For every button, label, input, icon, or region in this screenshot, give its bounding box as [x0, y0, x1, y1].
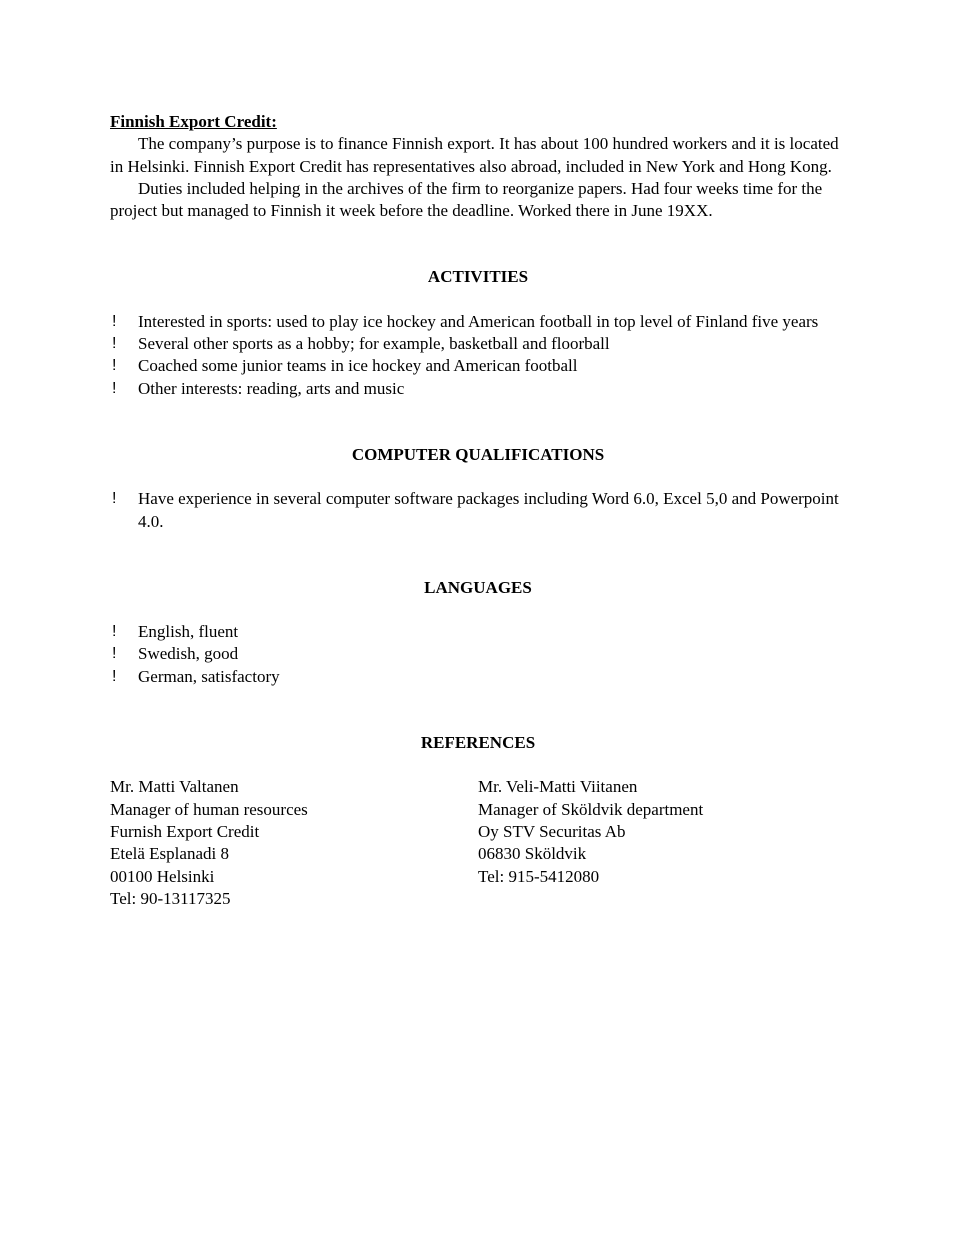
languages-title: LANGUAGES — [424, 577, 532, 597]
reference-position: Manager of Sköldvik department — [478, 799, 704, 819]
list-item — [110, 355, 846, 377]
list-item-text: Have experience in several computer software packages including Word 6.0, Excel 5,0 and Powerpoint 4.0. — [138, 489, 839, 531]
reference-name: Mr. Matti Valtanen — [110, 777, 239, 797]
reference-position: Manager of human resources — [110, 799, 308, 819]
list-item — [110, 311, 846, 333]
computer-title: COMPUTER QUALIFICATIONS — [351, 444, 605, 464]
reference-person — [478, 776, 846, 910]
reference-company: Oy STV Securitas Ab — [478, 821, 626, 841]
bullet-icon: ! — [112, 312, 117, 330]
list-item — [110, 378, 846, 400]
employer-paragraph: Duties included helping in the archives of the firm to reorganize papers. Had four weeks time for the project but managed to Finnish it week before the deadline. Worked there in June 19XX. — [110, 178, 823, 221]
list-item — [110, 621, 846, 643]
reference-city: 00100 Helsinki — [110, 866, 215, 886]
reference-address: Etelä Esplanadi 8 — [110, 844, 229, 864]
reference-name: Mr. Veli-Matti Viitanen — [478, 777, 638, 797]
list-item-text: English, fluent — [138, 622, 239, 642]
reference-company: Furnish Export Credit — [110, 821, 260, 841]
employer-paragraph: The company’s purpose is to finance Finnish export. It has about 100 hundred workers and it is located in Helsinki. Finnish Export Credit has representatives also abroad, included in New York and Hong Kong. — [110, 134, 839, 176]
reference-phone: Tel: 915-5412080 — [478, 866, 600, 886]
bullet-icon: ! — [112, 623, 117, 641]
list-item — [110, 488, 846, 533]
list-item-text: German, satisfactory — [138, 666, 280, 686]
bullet-icon: ! — [112, 490, 117, 508]
list-item-text: Coached some junior teams in ice hockey and American football — [138, 356, 578, 376]
reference-person — [110, 776, 478, 910]
reference-phone: Tel: 90-13117325 — [110, 888, 231, 908]
employer-section — [110, 111, 846, 222]
document-page — [110, 111, 846, 910]
references-title: REFERENCES — [420, 733, 536, 753]
activities-list — [110, 311, 846, 400]
references-section — [110, 732, 846, 910]
list-item-text: Other interests: reading, arts and music — [138, 378, 405, 398]
employer-title: Finnish Export Credit: — [110, 112, 277, 131]
bullet-icon: ! — [112, 357, 117, 375]
list-item-text: Several other sports as a hobby; for example, basketball and floorball — [138, 334, 610, 354]
bullet-icon: ! — [112, 379, 117, 397]
reference-city: 06830 Sköldvik — [478, 844, 587, 864]
list-item-text: Interested in sports: used to play ice hockey and American football in top level of Finland five years — [138, 311, 819, 331]
computer-section — [110, 444, 846, 533]
computer-list — [110, 488, 846, 533]
list-item — [110, 643, 846, 665]
activities-section — [110, 266, 846, 399]
bullet-icon: ! — [112, 335, 117, 353]
list-item — [110, 333, 846, 355]
activities-title: ACTIVITIES — [427, 267, 529, 287]
languages-list — [110, 621, 846, 688]
references-columns — [110, 776, 846, 910]
bullet-icon: ! — [112, 645, 117, 663]
bullet-icon: ! — [112, 667, 117, 685]
list-item-text: Swedish, good — [138, 644, 239, 664]
languages-section — [110, 577, 846, 688]
list-item — [110, 666, 846, 688]
